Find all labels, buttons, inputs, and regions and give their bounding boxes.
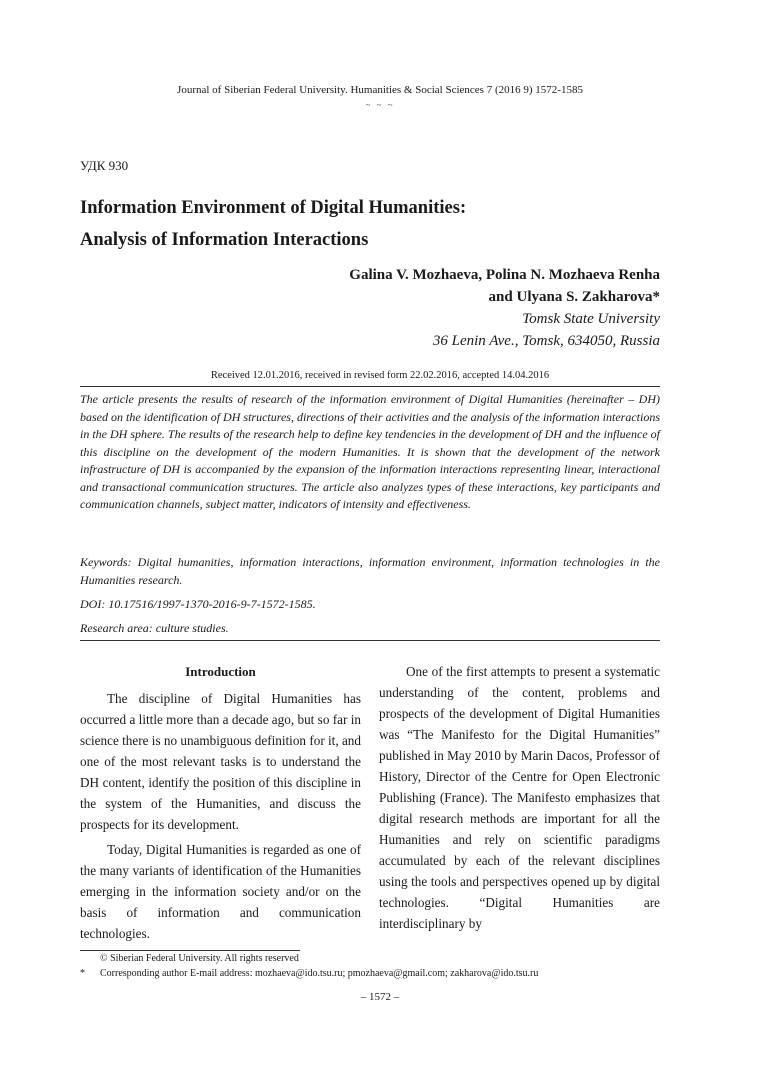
affiliation-address: 36 Lenin Ave., Tomsk, 634050, Russia bbox=[432, 333, 660, 349]
doi[interactable]: DOI: 10.17516/1997-1370-2016-9-7-1572-1585. bbox=[80, 597, 316, 611]
journal-header: Journal of Siberian Federal University. Humanities & Social Sciences 7 (2016 9) 1572-1585 bbox=[177, 84, 583, 96]
abstract bbox=[80, 391, 660, 514]
corresponding-author-note: Corresponding author E-mail address: mozhaeva@ido.tsu.ru; pmozhaeva@gmail.com; zakharova@ido.tsu.ru bbox=[100, 968, 539, 979]
authors-line-2: and Ulyana S. Zakharova* bbox=[488, 289, 660, 305]
article-title bbox=[80, 192, 680, 256]
left-column bbox=[80, 661, 361, 944]
title-line-1: Information Environment of Digital Humanities: bbox=[80, 198, 467, 218]
footnote-rule bbox=[80, 950, 300, 951]
page-number: – 1572 – bbox=[360, 991, 400, 1003]
abstract-top-rule bbox=[80, 386, 660, 387]
title-line-2: Analysis of Information Interactions bbox=[80, 230, 369, 250]
copyright-note: © Siberian Federal University. All rights reserved bbox=[100, 953, 299, 964]
paragraph: The discipline of Digital Humanities has occurred a little more than a decade ago, but so far in science there is no unambiguous definition for it, and one of the most relevant tasks is to understand the DH content, identify the position of this discipline in the system of the Humanities, and discuss the prospects for its development. bbox=[80, 691, 361, 832]
header-ornament: ~ ~ ~ bbox=[365, 100, 395, 110]
section-heading-introduction: Introduction bbox=[185, 664, 256, 679]
affiliation: Tomsk State University bbox=[522, 311, 660, 327]
authors-line-1: Galina V. Mozhaeva, Polina N. Mozhaeva Renha bbox=[349, 267, 660, 283]
right-column bbox=[379, 661, 660, 934]
udk-code: УДК 930 bbox=[80, 158, 129, 173]
abstract-text: The article presents the results of research of the information environment of Digital Humanities (hereinafter – DH) based on the identification of DH structures, directions of their activities and the analysis of the information interactions in the DH sphere. The results of the research help to define key tendencies in the development of DH and the influence of this discipline on the development of the modern Humanities. It is shown that the development of the network infrastructure of DH is accompanied by the expansion of the information interactions representing linear, interactional and transactional communication structures. The article also analyzes types of these interactions, key participants and communication channels, subject matter, indicators of intensity and effectiveness. bbox=[80, 392, 660, 511]
keywords: Keywords: Digital humanities, information interactions, information environment, information technologies in the Humanities research. bbox=[80, 555, 660, 587]
paragraph: One of the first attempts to present a systematic understanding of the content, problems and prospects of the development of Digital Humanities was “The Manifesto for the Digital Humanities” published in May 2010 by Marin Dacos, Professor of History, Director of the Centre for Open Electronic Publishing (France). The Manifesto emphasizes that digital research methods are important for all the Humanities and rely on scientific paradigms accumulated by each of the relevant disciplines using the tools and perspectives opened up by digital technologies. “Digital Humanities are interdisciplinary by bbox=[379, 664, 660, 931]
footnote-marker: * bbox=[80, 968, 85, 979]
research-area: Research area: culture studies. bbox=[80, 621, 229, 635]
author-block bbox=[120, 264, 660, 352]
received-dates: Received 12.01.2016, received in revised form 22.02.2016, accepted 14.04.2016 bbox=[210, 370, 550, 381]
paragraph: Today, Digital Humanities is regarded as one of the many variants of identification of the Humanities emerging in the information society and/or on the basis of information and communication technologies. bbox=[80, 842, 361, 941]
abstract-bottom-rule bbox=[80, 640, 660, 641]
